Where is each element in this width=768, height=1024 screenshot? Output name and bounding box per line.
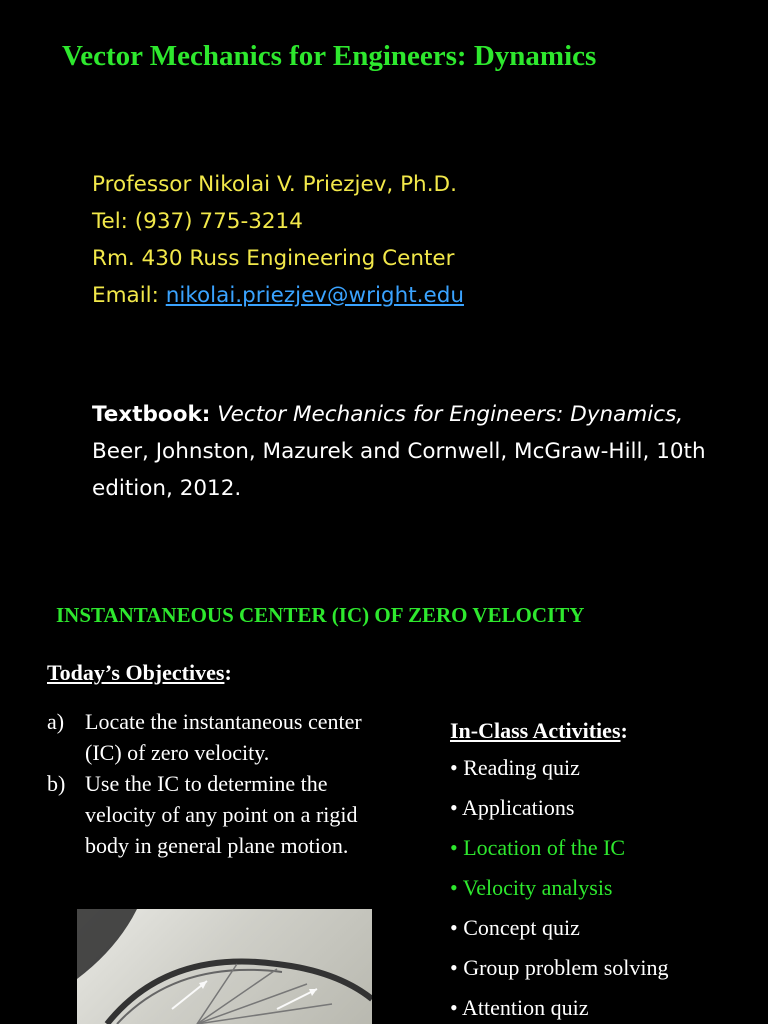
activity-item: • Reading quiz bbox=[450, 755, 580, 780]
professor-name: Professor Nikolai V. Priezjev, Ph.D. bbox=[92, 172, 457, 197]
bicycle-wheel-photo bbox=[77, 909, 372, 1024]
textbook-title: Vector Mechanics for Engineers: Dynamics, bbox=[217, 402, 684, 427]
objective-item bbox=[47, 768, 387, 861]
activity-item: • Location of the IC bbox=[450, 835, 626, 860]
professor-tel: Tel: (937) 775-3214 bbox=[92, 209, 303, 234]
objective-marker: a) bbox=[47, 709, 65, 734]
textbook-publisher: , McGraw-Hill, bbox=[500, 439, 650, 464]
objectives-heading-text: Today’s Objectives bbox=[47, 660, 225, 685]
objective-marker: b) bbox=[47, 771, 66, 796]
objective-item bbox=[47, 706, 387, 768]
bicycle-wheel-illustration bbox=[77, 909, 372, 1024]
slide-title: Vector Mechanics for Engineers: Dynamics bbox=[62, 40, 597, 72]
professor-email-line bbox=[92, 277, 464, 314]
objectives-list bbox=[47, 706, 387, 861]
activity-item: • Velocity analysis bbox=[450, 875, 613, 900]
textbook-label: Textbook: bbox=[92, 402, 211, 427]
objectives-heading bbox=[47, 660, 232, 686]
activity-item: • Group problem solving bbox=[450, 955, 669, 980]
activities-heading bbox=[450, 718, 760, 744]
professor-room: Rm. 430 Russ Engineering Center bbox=[92, 246, 455, 271]
activities-heading-text: In-Class Activities bbox=[450, 718, 621, 743]
textbook-authors: Beer, Johnston, Mazurek and Cornwell bbox=[92, 439, 501, 464]
activity-item: • Applications bbox=[450, 795, 575, 820]
activities-list bbox=[450, 718, 760, 1024]
section-title: INSTANTANEOUS CENTER (IC) OF ZERO VELOCITY bbox=[56, 603, 585, 627]
email-label: Email: bbox=[92, 283, 166, 308]
professor-info bbox=[92, 166, 464, 314]
textbook-edition: 10th edition, 2012. bbox=[92, 439, 706, 501]
email-link[interactable]: nikolai.priezjev@wright.edu bbox=[165, 283, 464, 308]
activities-heading-colon: : bbox=[620, 718, 628, 743]
objective-text: Locate the instantaneous center (IC) of zero velocity. bbox=[85, 709, 362, 765]
objectives-heading-colon: : bbox=[224, 660, 232, 685]
activity-item: • Concept quiz bbox=[450, 915, 580, 940]
textbook-info bbox=[92, 396, 742, 507]
activity-item: • Attention quiz bbox=[450, 995, 589, 1020]
objective-text: Use the IC to determine the velocity of any point on a rigid body in general plane motion. bbox=[85, 771, 358, 858]
